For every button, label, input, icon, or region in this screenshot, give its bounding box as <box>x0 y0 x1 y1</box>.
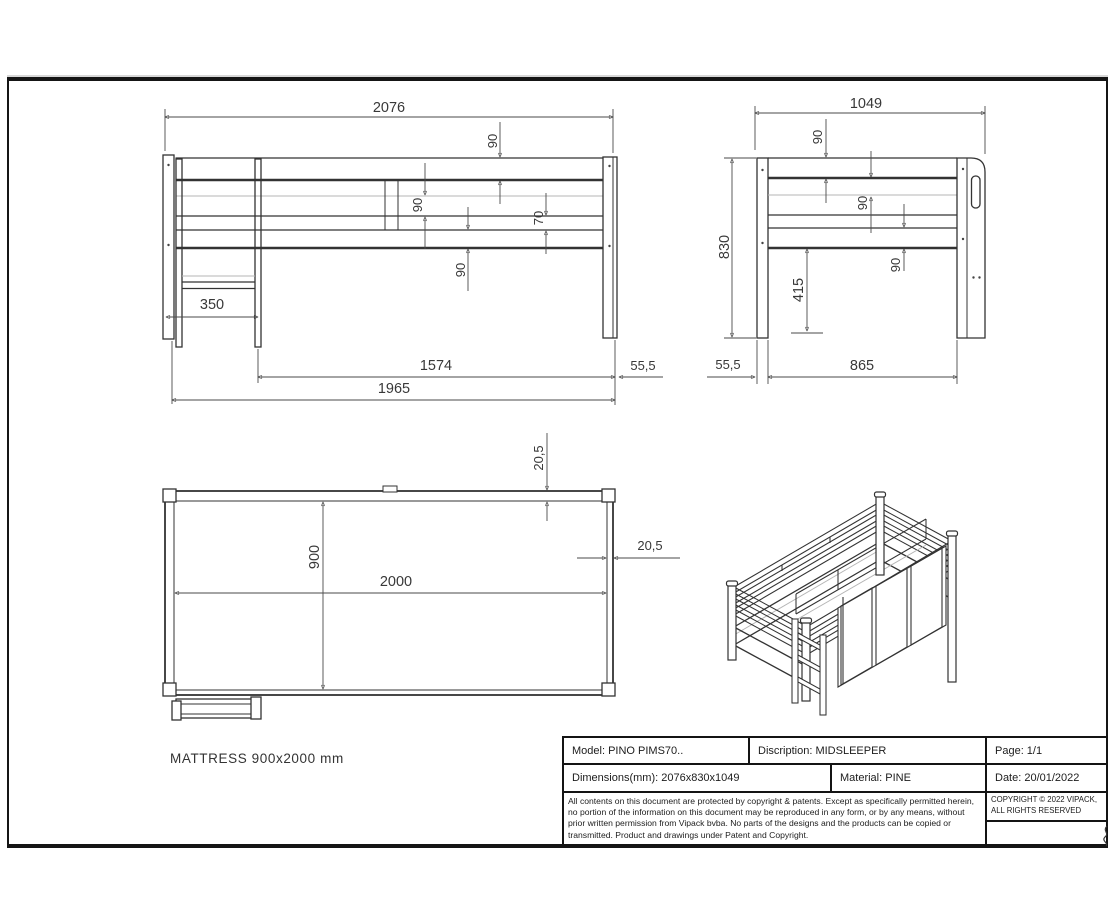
title-block-signature-cell <box>987 822 1106 844</box>
dim-front-base-length: 1965 <box>377 381 411 397</box>
isometric-view <box>700 478 1030 730</box>
plan-ladder-left-cap <box>172 701 181 720</box>
iso-ladder-stringer-2 <box>820 635 826 715</box>
iso-post-far-left <box>728 584 736 660</box>
dim-plan-mattress-length: 2000 <box>379 574 413 590</box>
dim-plan-rail-thickness-side: 20,5 <box>637 538 663 553</box>
dim-side-under-height: 415 <box>791 277 807 303</box>
title-block-material: Material: PINE <box>832 765 987 791</box>
dim-plan-rail-thickness-top: 20,5 <box>531 445 546 471</box>
title-block-description: Discription: MIDSLEEPER <box>750 738 987 763</box>
front-ladder-right-rail <box>255 159 261 347</box>
title-block-row-2 <box>564 765 1106 793</box>
plan-post-bottom-right <box>602 683 615 696</box>
scan-mark <box>1099 824 1113 848</box>
front-elevation-view <box>148 88 688 418</box>
dim-side-inner-depth: 865 <box>849 358 875 374</box>
side-left-post <box>757 158 768 338</box>
dim-front-lower-rail: 70 <box>531 210 546 226</box>
front-ladder-left-rail <box>176 159 182 347</box>
dim-side-bottom-rail: 90 <box>888 257 903 273</box>
plan-top-notch <box>383 486 397 492</box>
dim-side-post-width: 55,5 <box>715 357 741 372</box>
plan-post-top-right <box>602 489 615 502</box>
iso-post-right <box>948 534 956 682</box>
side-elevation-view <box>698 88 1028 398</box>
front-right-post <box>603 157 617 338</box>
title-block-copyright: COPYRIGHT © 2022 VIPACK, ALL RIGHTS RESERVED <box>987 793 1106 822</box>
side-bed-structure <box>757 158 985 338</box>
dim-front-rail-length: 1574 <box>419 358 453 374</box>
dim-front-post-offset: 55,5 <box>630 358 656 373</box>
plan-post-bottom-left <box>163 683 176 696</box>
dim-front-top-rail: 90 <box>485 133 500 149</box>
dim-side-top-rail: 90 <box>810 129 825 145</box>
front-left-post <box>163 155 174 339</box>
plan-post-top-left <box>163 489 176 502</box>
dim-side-overall-height: 830 <box>717 234 733 260</box>
front-dimensions <box>165 100 663 405</box>
title-block-model: Model: PINO PIMS70.. <box>564 738 750 763</box>
title-block-row-1 <box>564 738 1106 765</box>
title-block-row-3 <box>564 793 1106 844</box>
dim-front-overall-width: 2076 <box>372 100 406 116</box>
front-bed-structure <box>163 155 617 347</box>
plan-view <box>150 425 695 730</box>
plan-ladder-right-cap <box>251 697 261 719</box>
title-block-copyright-column <box>987 793 1106 844</box>
title-block-dimensions: Dimensions(mm): 2076x830x1049 <box>564 765 832 791</box>
iso-ladder-stringer-1 <box>792 619 798 703</box>
title-block-legal-text: All contents on this document are protected by copyright & patents. Except as specifically permitted herein, no portion of the information on this document may be reproduced in any form, or by any means, without prior written permission from Vipack bvba. No parts of the designs and the products can be copied or transmitted. Product and drawings under Patent and Copyright. <box>564 793 987 844</box>
plan-dimensions <box>175 433 680 689</box>
side-dimensions <box>707 96 985 384</box>
dim-front-bottom-rail: 90 <box>453 262 468 278</box>
title-block-page: Page: 1/1 <box>995 744 1043 757</box>
dim-side-mid-rail: 90 <box>855 195 870 211</box>
dim-front-mid-rail: 90 <box>410 197 425 213</box>
dim-side-overall-depth: 1049 <box>849 96 883 112</box>
mattress-note: MATTRESS 900x2000 mm <box>170 751 344 766</box>
title-block-date: Date: 20/01/2022 <box>995 772 1080 784</box>
plan-ladder <box>176 699 260 718</box>
dim-front-ladder-width: 350 <box>199 297 225 313</box>
title-block <box>562 736 1108 846</box>
iso-post-back <box>876 495 884 575</box>
dim-plan-mattress-width: 900 <box>307 544 323 570</box>
plan-bed-structure <box>163 486 615 720</box>
